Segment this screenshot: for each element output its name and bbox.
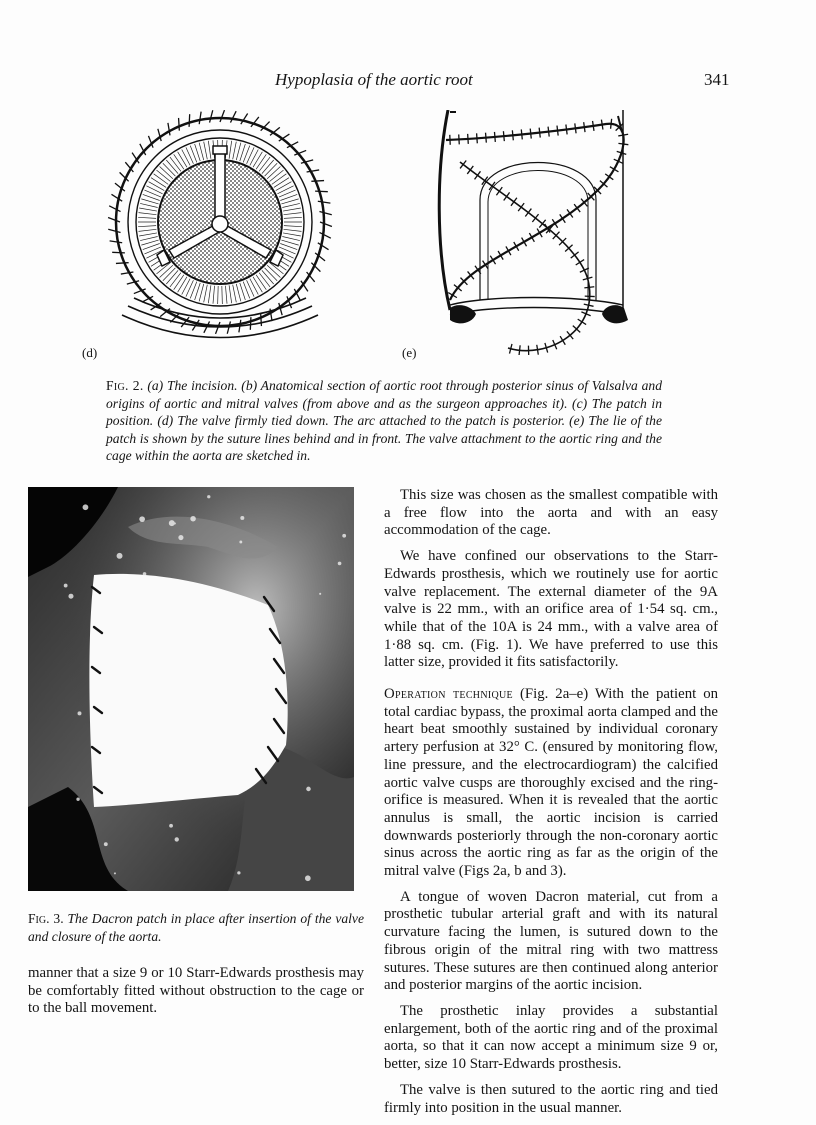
figure-3-caption xyxy=(28,910,364,945)
left-continuation-paragraph: manner that a size 9 or 10 Starr-Edwards prosthesis may be comfortably fitted without obstruction to the cage or to the ball movement. xyxy=(28,965,364,1018)
suture-line-stitches xyxy=(448,119,628,355)
running-title: Hypoplasia of the aortic root xyxy=(275,70,505,90)
paragraph-operation-technique xyxy=(384,686,718,881)
operation-technique-body: (Fig. 2a–e) With the patient on total cardiac bypass, the proximal aorta clamped and the heart beat smoothly sustained by individual coronary artery perfusion at 32° C. (ensured by monitoring flow, line pressure, and the electrocardiogram) the calcified aortic valve cusps are thoroughly excised and the ring-orifice is measured. When it is revealed that the aortic annulus is small, the aortic incision is carried downwards posteriorly through the non-coronary aortic sinus across the aortic ring as far as the origin of the mitral valve (Figs 2a, b and 3). xyxy=(384,686,718,879)
tissue-left xyxy=(450,305,476,323)
figure-2-caption-tag: Fig. 2. xyxy=(106,378,144,393)
section-heading-operation-technique: Operation technique xyxy=(384,686,513,702)
figure-2e-aorta-illustration xyxy=(428,110,640,355)
paragraph-starr-edwards: We have confined our observations to the Starr-Edwards prosthesis, which we routinely use for aortic valve replacement. The external diameter of the 9A valve is 22 mm., with an orifice area of 1·54 sq. cm., while that of the 10A is 24 mm., with a valve area of 1·88 sq. cm. (Fig. 1). We have preferred to use this latter size, provided it fits satisfactorily. xyxy=(384,548,718,672)
paragraph-valve-sutured: The valve is then sutured to the aortic ring and tied firmly into position in the usual manner. xyxy=(384,1082,718,1117)
posterior-patch-arc xyxy=(122,298,318,338)
paragraph-dacron-tongue: A tongue of woven Dacron material, cut from a prosthetic tubular arterial graft and with its natural curvature facing the lumen, is sutured down to the fibrous origin of the mitral ring with two mattress sutures. These sutures are then continued along anterior and posterior margins of the aortic incision. xyxy=(384,889,718,995)
paragraph-size-choice: This size was chosen as the smallest compatible with a free flow into the aorta and with an easy accommodation of the cage. xyxy=(384,487,718,540)
figure-2-caption xyxy=(106,377,662,465)
figure-2d-label: (d) xyxy=(82,345,97,361)
page-number: 341 xyxy=(704,70,730,90)
figure-3-photograph xyxy=(28,487,354,891)
tissue-right xyxy=(602,305,628,323)
figure-3-caption-tag: Fig. 3. xyxy=(28,911,64,926)
figure-2e-label: (e) xyxy=(402,345,416,361)
figure-3-caption-text: The Dacron patch in place after insertion of the valve and closure of the aorta. xyxy=(28,911,364,944)
right-column-text xyxy=(384,487,718,1125)
figure-2d-valve-illustration xyxy=(100,110,340,350)
left-column-text xyxy=(28,965,364,1026)
figure-2-caption-text: (a) The incision. (b) Anatomical section of aortic root through posterior sinus of Valsalva and origins of aortic and mitral valves (from above and as the surgeon approaches it). (c) The patch in position. (d) The valve firmly tied down. The arc attached to the patch is posterior. (e) The lie of the patch is shown by the suture lines behind and in front. The valve attachment to the aortic ring and the cage within the aorta are sketched in. xyxy=(106,378,662,463)
paragraph-prosthetic-inlay: The prosthetic inlay provides a substantial enlargement, both of the aortic ring and of the proximal aorta, so that it can now accept a minimum size 9 or, better, size 10 Starr-Edwards prosthesis. xyxy=(384,1003,718,1074)
